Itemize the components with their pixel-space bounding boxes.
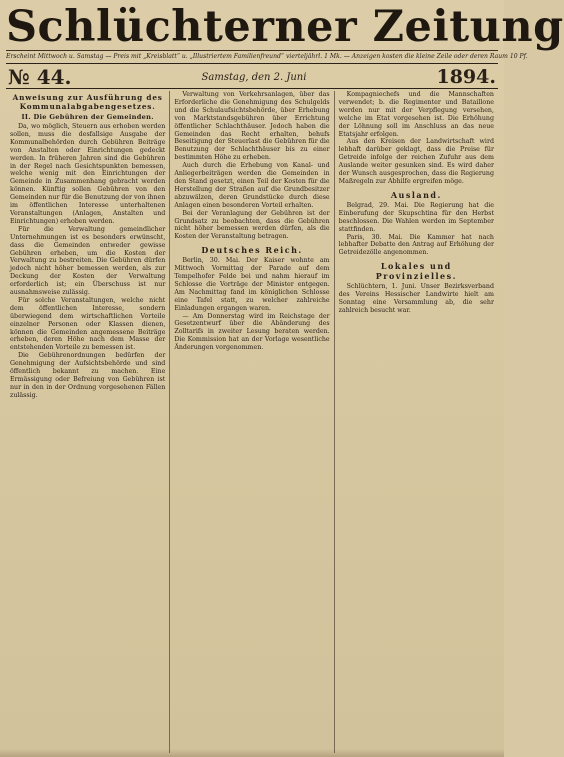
news-item: — Am Donnerstag wird im Reichstage der Gesetzentwurf über die Abänderung des Zolltarifs in zweiter Lesung beraten werden. Die Kommission hat an der Vorlage wesentliche Änderungen vorgenommen. xyxy=(174,312,330,352)
issue-bar xyxy=(6,63,498,89)
column-1 xyxy=(6,91,169,753)
section-heading-lokales: Lokales und Provinzielles. xyxy=(375,261,457,282)
column-3 xyxy=(334,91,498,753)
column-2 xyxy=(169,91,333,753)
article-heading: Anweisung zur Ausführung des Kommunalabgabengesetzes. xyxy=(12,93,163,111)
paragraph: Aus den Kreisen der Landwirtschaft wird lebhaft darüber geklagt, dass die Preise für Getreide infolge der reichen Zufuhr aus dem Auslande weiter gesunken sind. Es wird daher der Wunsch ausgesprochen, dass die Regierung Maßregeln zur Abhilfe ergreifen möge. xyxy=(338,138,494,185)
issue-number: № 44. xyxy=(8,65,72,89)
paragraph: Bei der Veranlagung der Gebühren ist der Grundsatz zu beobachten, dass die Gebühren nicht höher bemessen werden dürfen, als die Kosten der Veranstaltung betragen. xyxy=(174,209,330,241)
section-heading-ausland: Ausland. xyxy=(390,189,442,200)
article-columns xyxy=(6,91,498,753)
section-heading-deutsches-reich: Deutsches Reich. xyxy=(201,245,303,256)
paragraph: Verwaltung von Verkehrsanlagen, über das Erforderliche die Genehmigung des Schulgelds und die Schulaufsichtsbehörde, über Erhebung von Marktstandsgebühren über Errichtung öffentlicher Schlachthäuser. Jedoch haben die Gemeinden das Recht erhalten, behufs Beseitigung der Steuerlast die Gebühren für die Benutzung der Schlachthäuser bis zu einer bestimmten Höhe zu erheben. xyxy=(174,91,330,162)
news-item: Schlüchtern, 1. Juni. Unser Bezirksverband des Vereins Hessischer Landwirte hielt am Sonntag eine Versammlung ab, die sehr zahlreich besucht war. xyxy=(338,283,494,314)
news-item: Paris, 30. Mai. Die Kammer hat nach lebhafter Debatte den Antrag auf Erhöhung der Getreidezölle angenommen. xyxy=(338,233,494,257)
paragraph: Auch durch die Erhebung von Kanal- und Anliegerbeiträgen werden die Gemeinden in den Stand gesetzt, einen Teil der Kosten für die Herstellung der Straßen auf die Grundbesitzer abzuwälzen, deren Grundstücke durch diese Anlagen einen besonderen Vorteil erhalten. xyxy=(174,162,330,209)
paragraph: Für die Verwaltung gemeindlicher Unternehmungen ist es besonders erwünscht, dass die Gemeinden entweder gewisse Gebühren erheben, um die Kosten der Verwaltung zu bestreiten. Die Gebühren dürfen jedoch nicht höher bemessen werden, als zur Deckung der Kosten der Verwaltung erforderlich ist; ein Überschuss ist nur ausnahmsweise zulässig. xyxy=(10,225,166,297)
article-subheading: II. Die Gebühren der Gemeinden. xyxy=(21,113,154,121)
paragraph: Da, wo möglich, Steuern aus erhoben werden sollen, muss die desfallsige Ausgabe der Kommunalbehörden durch Gebühren Beiträge von Anstalten oder Einrichtungen gedeckt werden. In früheren Jahren sind die Gebühren in der Regel nach Gesichtspunkten bemessen, welche wenig mit den Einrichtungen der Gemeinde in Zusammenhang gebracht werden können. Künftig sollen Gebühren von den Gemeinden nur für die Benutzung der von ihnen im öffentlichen Interesse unterhaltenen Veranstaltungen (Anlagen, Anstalten und Einrichtungen) erhoben werden. xyxy=(10,123,166,225)
subscription-line: Erscheint Mittwoch u. Samstag — Preis mit „Kreisblatt“ u. „Illustriertem Familienfreund“ vierteljährl. 1 Mk. — Anzeigen kosten die kleine Zeile oder deren Raum 10 Pf. xyxy=(6,53,528,60)
masthead-title: Schlüchterner Zeitung xyxy=(6,2,564,52)
issue-date: Samstag, den 2. Juni xyxy=(201,72,307,83)
paragraph: Für solche Veranstaltungen, welche nicht dem öffentlichen Interesse, sondern überwiegend dem wirtschaftlichen Vorteile einzelner Personen oder Klassen dienen, können die Gemeinden angemessene Beiträge erheben, deren Höhe nach dem Masse der entstehenden Vorteile zu bemessen ist. xyxy=(10,296,166,352)
paragraph: Die Gebührenordnungen bedürfen der Genehmigung der Aufsichtsbehörde und sind öffentlich bekannt zu machen. Eine Ermässigung oder Befreiung von Gebühren ist nur in den in der Ordnung vorgesehenen Fällen zulässig. xyxy=(10,352,166,399)
news-item: Belgrad, 29. Mai. Die Regierung hat die Einberufung der Skupschtina für den Herbst beschlossen. Die Wahlen werden im September stattfinden. xyxy=(338,201,494,233)
issue-year: 1894. xyxy=(436,66,496,88)
page-shadow xyxy=(0,749,504,757)
paragraph: Kompagniechefs und die Mannschaften verwendet; b. die Regimenter und Bataillone werden nur mit der Verpflegung versehen, welche im Etat vorgesehen ist. Die Erhöhung der Löhnung soll im Anschluss an das neue Etatsjahr erfolgen. xyxy=(338,91,494,138)
news-item: Berlin, 30. Mai. Der Kaiser wohnte am Mittwoch Vormittag der Parade auf dem Tempelhofer Felde bei und nahm hierauf im Schlosse die Vorträge der Minister entgegen. Am Nachmittag fand im königlichen Schlosse eine Tafel statt, zu welcher zahlreiche Einladungen ergangen waren. xyxy=(174,257,330,312)
